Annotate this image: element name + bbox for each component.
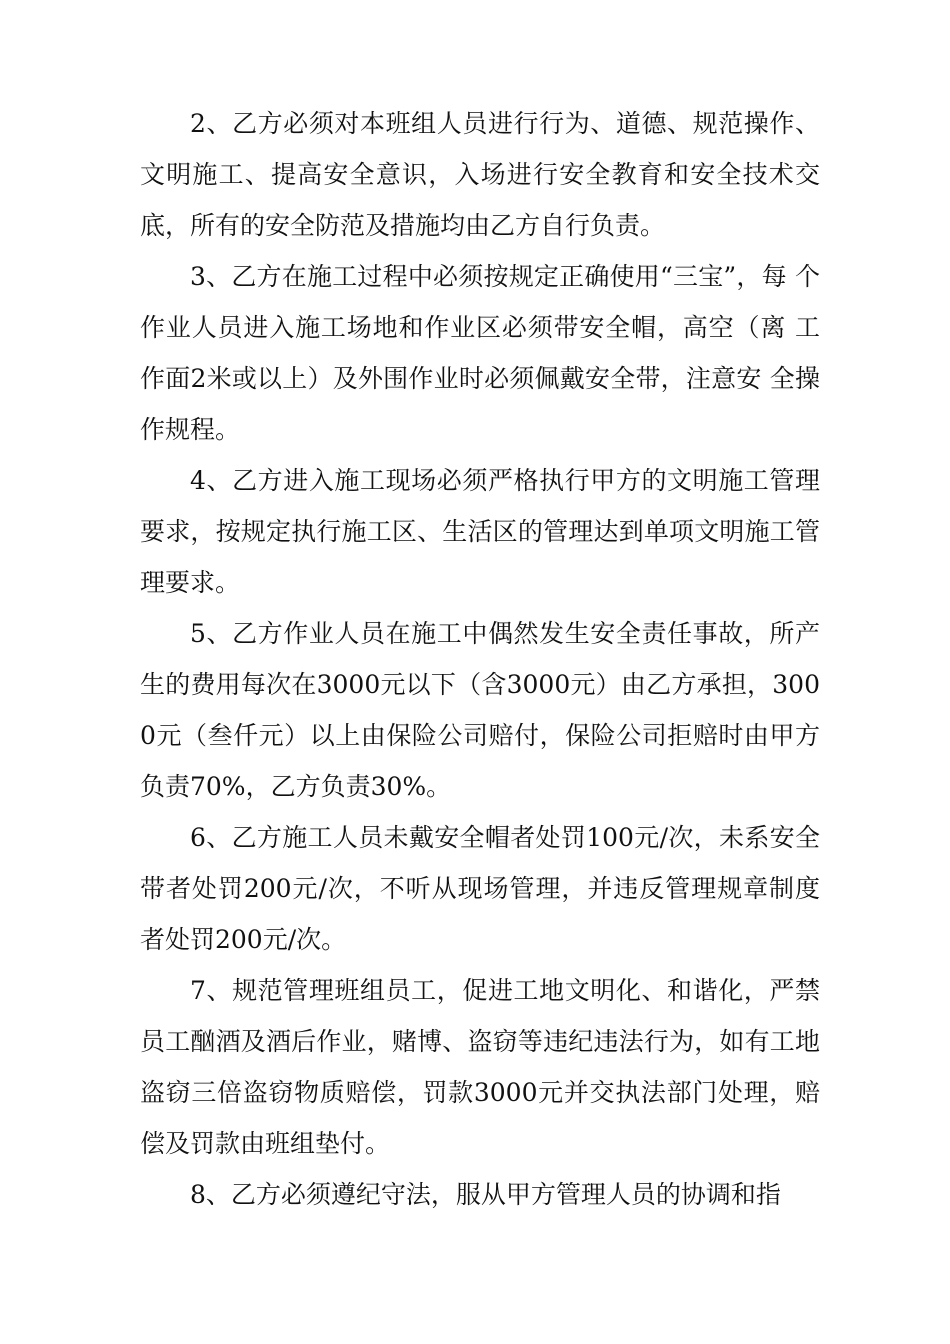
- document-body: [140, 98, 820, 1220]
- clause-6: 6、乙方施工人员未戴安全帽者处罚100元/次，未系安全带者处罚200元/次，不听从现场管理，并违反管理规章制度者处罚200元/次。: [140, 823, 820, 954]
- clause-4: 4、乙方进入施工现场必须严格执行甲方的文明施工管理要求，按规定执行施工区、生活区的管理达到单项文明施工管理要求。: [140, 466, 820, 597]
- clause-2: 2、乙方必须对本班组人员进行行为、道德、规范操作、文明施工、提高安全意识，入场进行安全教育和安全技术交底，所有的安全防范及措施均由乙方自行负责。: [140, 109, 820, 240]
- clause-5: 5、乙方作业人员在施工中偶然发生安全责任事故，所产生的费用每次在3000元以下（含3000元）由乙方承担，3000元（叁仟元）以上由保险公司赔付，保险公司拒赔时由甲方负责70%，乙方负责30%。: [140, 619, 820, 801]
- clause-7: 7、规范管理班组员工，促进工地文明化、和谐化，严禁员工酗酒及酒后作业，赌博、盗窃等违纪违法行为，如有工地盗窃三倍盗窃物质赔偿，罚款3000元并交执法部门处理，赔偿及罚款由班组垫付。: [140, 976, 820, 1158]
- clause-3: 3、乙方在施工过程中必须按规定正确使用“三宝”，每 个作业人员进入施工场地和作业区必须带安全帽，高空（离 工作面2米或以上）及外围作业时必须佩戴安全带，注意安 全操作规程。: [140, 262, 820, 444]
- clause-8: 8、乙方必须遵纪守法，服从甲方管理人员的协调和指: [190, 1180, 781, 1209]
